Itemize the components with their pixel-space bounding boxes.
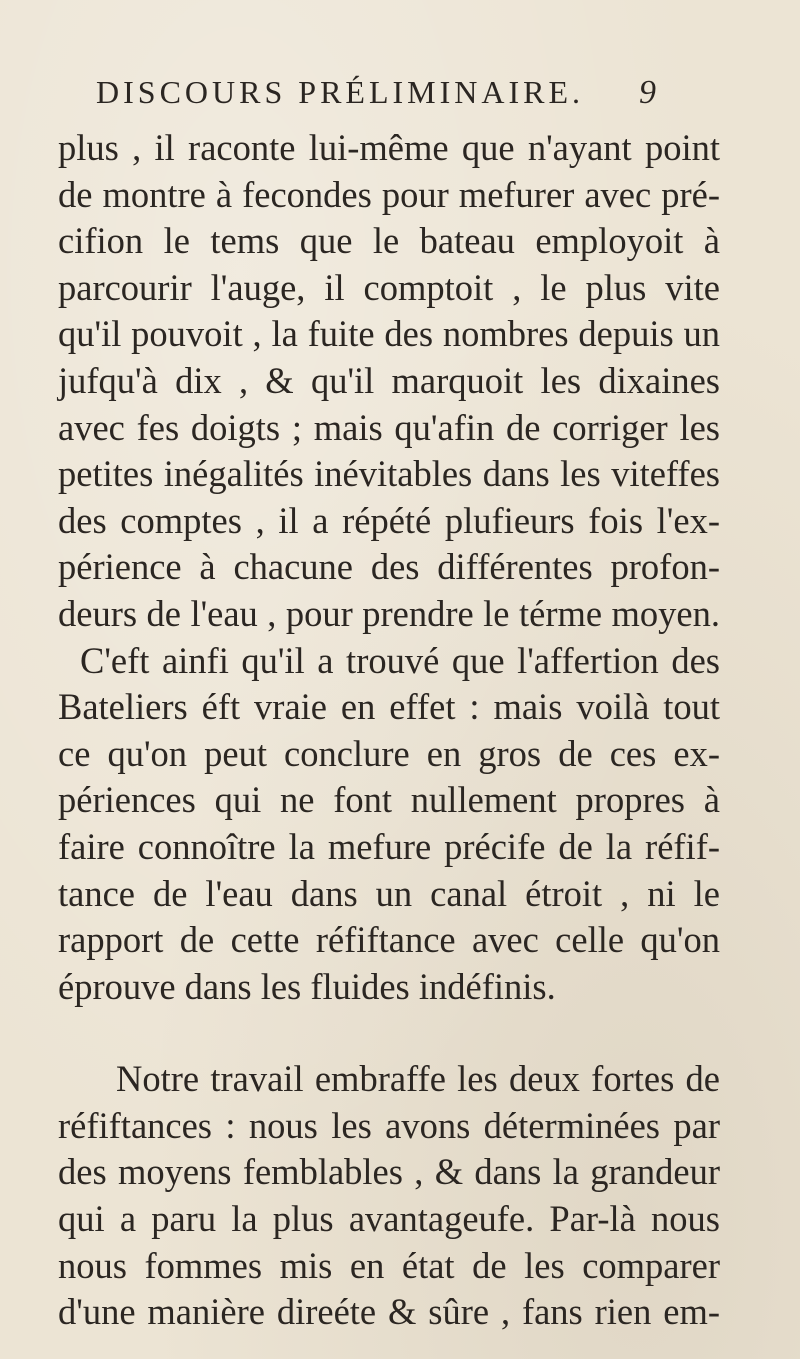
text-line: tance de l'eau dans un canal étroit , ni le <box>58 872 720 914</box>
text-line: petites inégalités inévitables dans les viteffes <box>58 453 720 495</box>
text-line: périences qui ne font nullement propres à <box>58 779 720 821</box>
text-line: deurs de l'eau , pour prendre le térme moyen. <box>58 592 720 634</box>
text-line: rapport de cette réfiftance avec celle qu'on <box>58 919 720 961</box>
text-line: cifion le tems que le bateau employoit à <box>58 220 720 262</box>
text-line: avec fes doigts ; mais qu'afin de corriger les <box>58 406 720 448</box>
text-line: qui a paru la plus avantageufe. Par-là nous <box>58 1198 720 1240</box>
text-line: d'une manière direéte & sûre , fans rien em- <box>58 1291 720 1333</box>
page-number: 9 <box>639 74 656 111</box>
text-line: réfiftances : nous les avons déterminées par <box>58 1104 720 1146</box>
text-line: plus , il raconte lui-même que n'ayant point <box>58 127 720 168</box>
paragraph <box>58 1056 720 1336</box>
paragraph <box>58 125 720 1010</box>
text-line: ce qu'on peut conclure en gros de ces ex- <box>58 732 720 774</box>
text-line: parcourir l'auge, il comptoit , le plus vite <box>58 266 720 308</box>
text-line: Notre travail embraffe les deux fortes de <box>116 1058 720 1100</box>
text-line: de montre à fecondes pour mefurer avec pré- <box>58 173 720 215</box>
text-line: Bateliers éft vraie en effet : mais voilà tout <box>58 686 720 728</box>
text-line: qu'il pouvoit , la fuite des nombres depuis un <box>58 313 720 355</box>
text-line: faire connoître la mefure précife de la réfif- <box>58 825 720 867</box>
text-line: des comptes , il a répété plufieurs fois l'ex- <box>58 499 720 541</box>
text-line: des moyens femblables , & dans la grandeur <box>58 1151 720 1193</box>
running-head <box>96 74 656 114</box>
text-line: nous fommes mis en état de les comparer <box>58 1244 720 1286</box>
paragraph-gap <box>58 1010 720 1056</box>
text-line: éprouve dans les fluides indéfinis. <box>58 965 556 1007</box>
text-line: C'eft ainfi qu'il a trouvé que l'affertion des <box>80 639 720 681</box>
text-line: périence à chacune des différentes profon- <box>58 546 720 588</box>
text-line: jufqu'à dix , & qu'il marquoit les dixaines <box>58 359 720 401</box>
body-text <box>58 125 720 1336</box>
running-title: DISCOURS PRÉLIMINAIRE. <box>96 74 585 110</box>
